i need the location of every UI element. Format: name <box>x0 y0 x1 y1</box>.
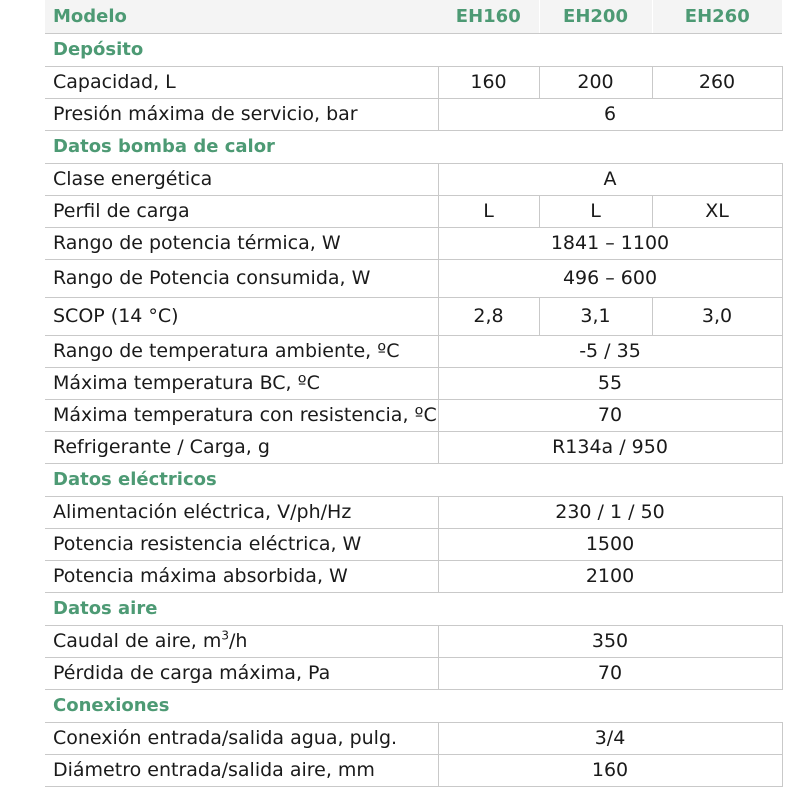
model-eh260: EH260 <box>652 0 782 33</box>
row-value: 3,1 <box>539 297 652 335</box>
row-label: Capacidad, L <box>45 66 438 98</box>
table-row <box>45 754 782 786</box>
table-row <box>45 98 782 130</box>
table-row <box>45 722 782 754</box>
row-label: Potencia máxima absorbida, W <box>45 560 438 592</box>
row-value: 55 <box>438 367 782 399</box>
header-label: Modelo <box>45 0 438 33</box>
section-electricos <box>45 463 782 496</box>
section-conexiones <box>45 689 782 722</box>
row-value: 6 <box>438 98 782 130</box>
row-value: 2,8 <box>438 297 539 335</box>
row-label: Clase energética <box>45 163 438 195</box>
table-row <box>45 367 782 399</box>
table-row <box>45 528 782 560</box>
table-row <box>45 227 782 259</box>
model-eh160: EH160 <box>438 0 539 33</box>
row-value: -5 / 35 <box>438 335 782 367</box>
row-value: 3,0 <box>652 297 782 335</box>
section-aire <box>45 592 782 625</box>
table-row <box>45 163 782 195</box>
row-label: Potencia resistencia eléctrica, W <box>45 528 438 560</box>
row-label: Máxima temperatura con resistencia, ºC <box>45 399 438 431</box>
row-value: 160 <box>438 754 782 786</box>
table-row <box>45 657 782 689</box>
row-value: 496 – 600 <box>438 259 782 297</box>
section-bomba <box>45 130 782 163</box>
table-row <box>45 560 782 592</box>
row-label-tail: /h <box>229 630 248 652</box>
row-label: Presión máxima de servicio, bar <box>45 98 438 130</box>
header-row <box>45 0 782 33</box>
row-value: L <box>539 195 652 227</box>
row-label <box>45 625 438 657</box>
row-label: Conexión entrada/salida agua, pulg. <box>45 722 438 754</box>
section-title: Datos aire <box>45 592 782 625</box>
row-label: Diámetro entrada/salida aire, mm <box>45 754 438 786</box>
section-deposito <box>45 33 782 66</box>
table-row <box>45 297 782 335</box>
row-value: L <box>438 195 539 227</box>
table-row <box>45 399 782 431</box>
section-title: Depósito <box>45 33 782 66</box>
row-label: Alimentación eléctrica, V/ph/Hz <box>45 496 438 528</box>
table-row <box>45 496 782 528</box>
row-value: 230 / 1 / 50 <box>438 496 782 528</box>
model-eh200: EH200 <box>539 0 652 33</box>
row-value: 70 <box>438 657 782 689</box>
row-value: 70 <box>438 399 782 431</box>
spec-table <box>45 0 783 787</box>
table-row <box>45 66 782 98</box>
section-title: Conexiones <box>45 689 782 722</box>
table-row <box>45 195 782 227</box>
row-label: Rango de Potencia consumida, W <box>45 259 438 297</box>
row-label: Refrigerante / Carga, g <box>45 431 438 463</box>
row-label: Rango de potencia térmica, W <box>45 227 438 259</box>
row-value: 260 <box>652 66 782 98</box>
row-value: A <box>438 163 782 195</box>
row-value: R134a / 950 <box>438 431 782 463</box>
row-label-main: Caudal de aire, m <box>53 630 222 652</box>
row-label: Pérdida de carga máxima, Pa <box>45 657 438 689</box>
table-row <box>45 431 782 463</box>
table-row <box>45 625 782 657</box>
row-value: 1500 <box>438 528 782 560</box>
row-label: SCOP (14 °C) <box>45 297 438 335</box>
row-value: 160 <box>438 66 539 98</box>
row-value: XL <box>652 195 782 227</box>
row-label: Perfil de carga <box>45 195 438 227</box>
row-label-superscript: 3 <box>221 628 229 643</box>
row-value: 200 <box>539 66 652 98</box>
row-value: 350 <box>438 625 782 657</box>
row-label: Máxima temperatura BC, ºC <box>45 367 438 399</box>
row-value: 3/4 <box>438 722 782 754</box>
table-row <box>45 335 782 367</box>
row-value: 2100 <box>438 560 782 592</box>
section-title: Datos eléctricos <box>45 463 782 496</box>
row-label: Rango de temperatura ambiente, ºC <box>45 335 438 367</box>
table-row <box>45 259 782 297</box>
row-value: 1841 – 1100 <box>438 227 782 259</box>
section-title: Datos bomba de calor <box>45 130 782 163</box>
